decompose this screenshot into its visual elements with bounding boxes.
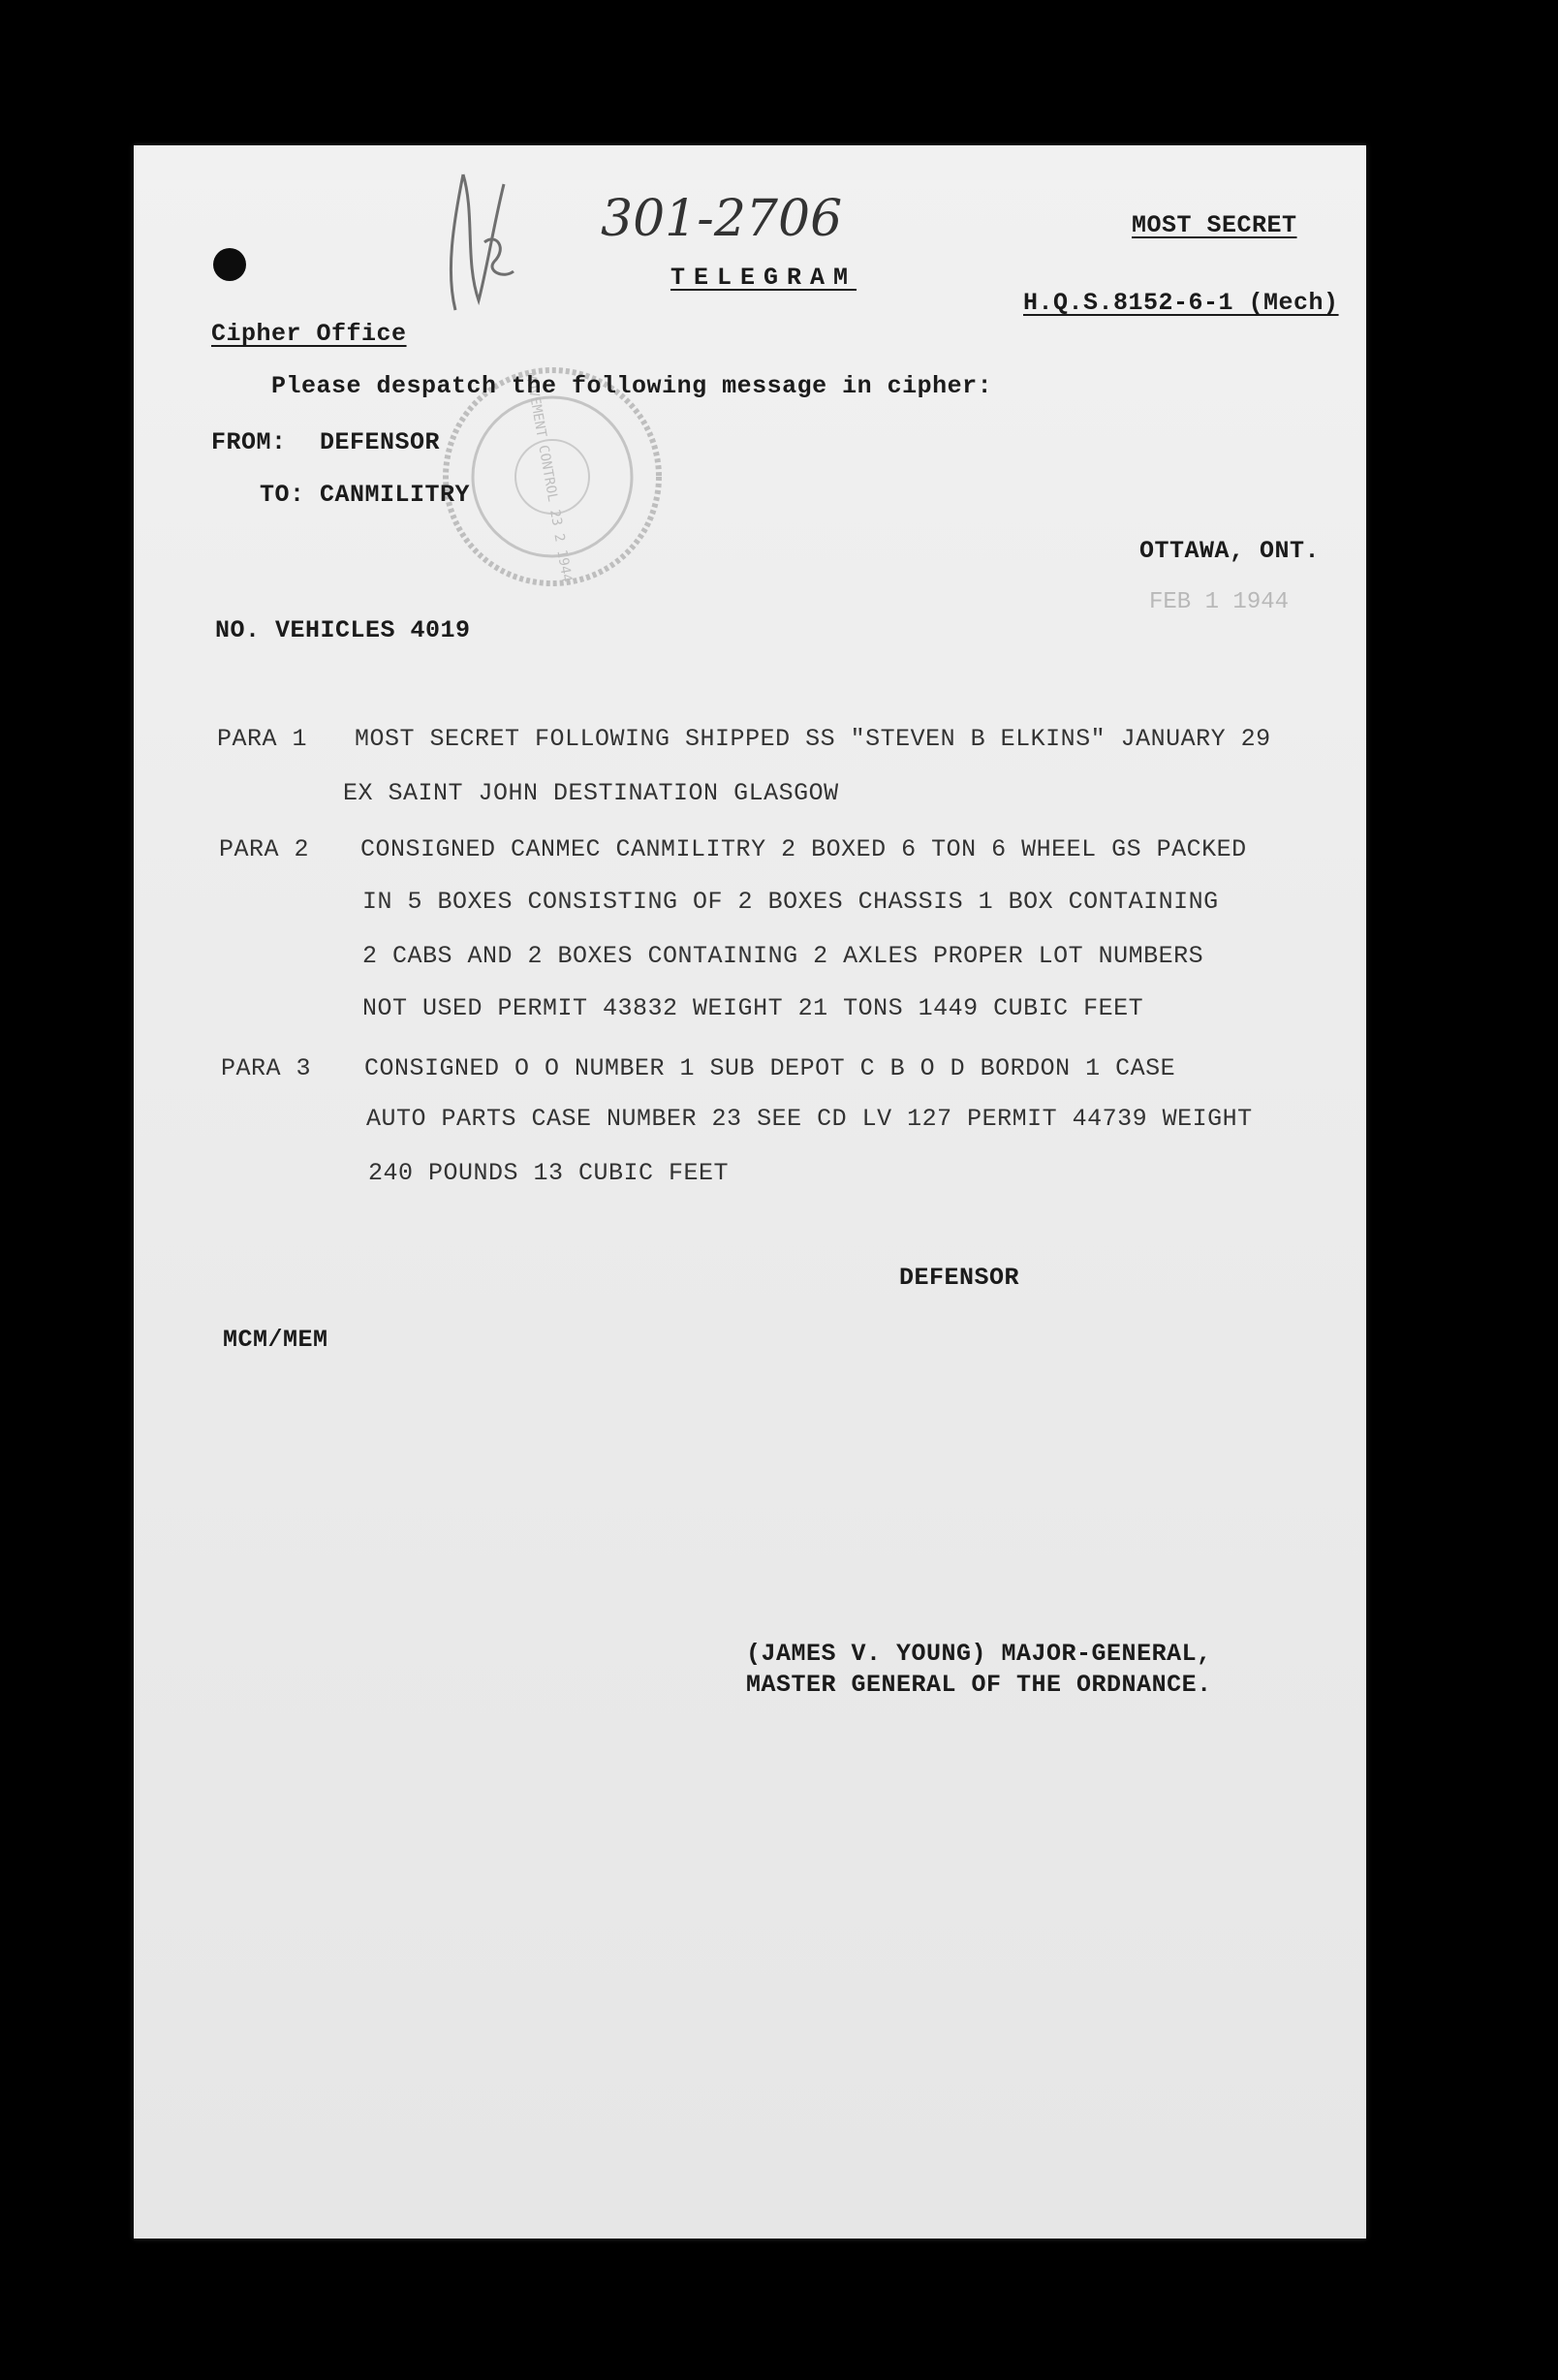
- cipher-office-label: Cipher Office: [211, 320, 407, 348]
- to-value: CANMILITRY: [320, 481, 471, 509]
- para-3-line-3: 240 POUNDS 13 CUBIC FEET: [368, 1159, 730, 1187]
- sign-off: DEFENSOR: [899, 1264, 1020, 1292]
- handwritten-file-number: 301-2706: [601, 190, 843, 248]
- stamped-date: FEB 1 1944: [1149, 589, 1290, 615]
- para-2-line-1: CONSIGNED CANMEC CANMILITRY 2 BOXED 6 TON 6 WHEEL GS PACKED: [360, 835, 1247, 863]
- message-number: NO. VEHICLES 4019: [215, 616, 471, 644]
- para-1-line-1: MOST SECRET FOLLOWING SHIPPED SS "STEVEN B ELKINS" JANUARY 29: [355, 725, 1271, 753]
- para-1-label: PARA 1: [217, 725, 308, 753]
- para-3-label: PARA 3: [221, 1054, 312, 1082]
- para-3-line-2: AUTO PARTS CASE NUMBER 23 SEE CD LV 127 PERMIT 44739 WEIGHT: [366, 1105, 1253, 1133]
- location: OTTAWA, ONT.: [1139, 537, 1321, 565]
- handwritten-initials-mark: [436, 155, 523, 320]
- instruction-text: Please despatch the following message in cipher:: [271, 372, 993, 400]
- document-page: [134, 145, 1366, 2239]
- para-2-line-4: NOT USED PERMIT 43832 WEIGHT 21 TONS 1449 CUBIC FEET: [362, 994, 1144, 1022]
- document-title: TELEGRAM: [670, 264, 857, 292]
- para-1-line-2: EX SAINT JOHN DESTINATION GLASGOW: [343, 779, 839, 807]
- para-3-line-1: CONSIGNED O O NUMBER 1 SUB DEPOT C B O D BORDON 1 CASE: [364, 1054, 1176, 1082]
- signature-line-2: MASTER GENERAL OF THE ORDNANCE.: [746, 1671, 1212, 1699]
- para-2-line-3: 2 CABS AND 2 BOXES CONTAINING 2 AXLES PROPER LOT NUMBERS: [362, 942, 1204, 970]
- typist-initials: MCM/MEM: [223, 1326, 328, 1354]
- para-2-label: PARA 2: [219, 835, 310, 863]
- from-value: DEFENSOR: [320, 428, 441, 456]
- classification-marking: MOST SECRET: [1132, 211, 1297, 239]
- signature-line-1: (JAMES V. YOUNG) MAJOR-GENERAL,: [746, 1640, 1212, 1668]
- punch-hole: [213, 248, 246, 281]
- from-label: FROM:: [211, 428, 287, 456]
- file-reference: H.Q.S.8152-6-1 (Mech): [1023, 289, 1339, 317]
- stamp-text: MOVEMENT CONTROL 23 2 1944: [522, 371, 575, 583]
- to-label: TO:: [260, 481, 305, 509]
- para-2-line-2: IN 5 BOXES CONSISTING OF 2 BOXES CHASSIS 1 BOX CONTAINING: [362, 888, 1219, 916]
